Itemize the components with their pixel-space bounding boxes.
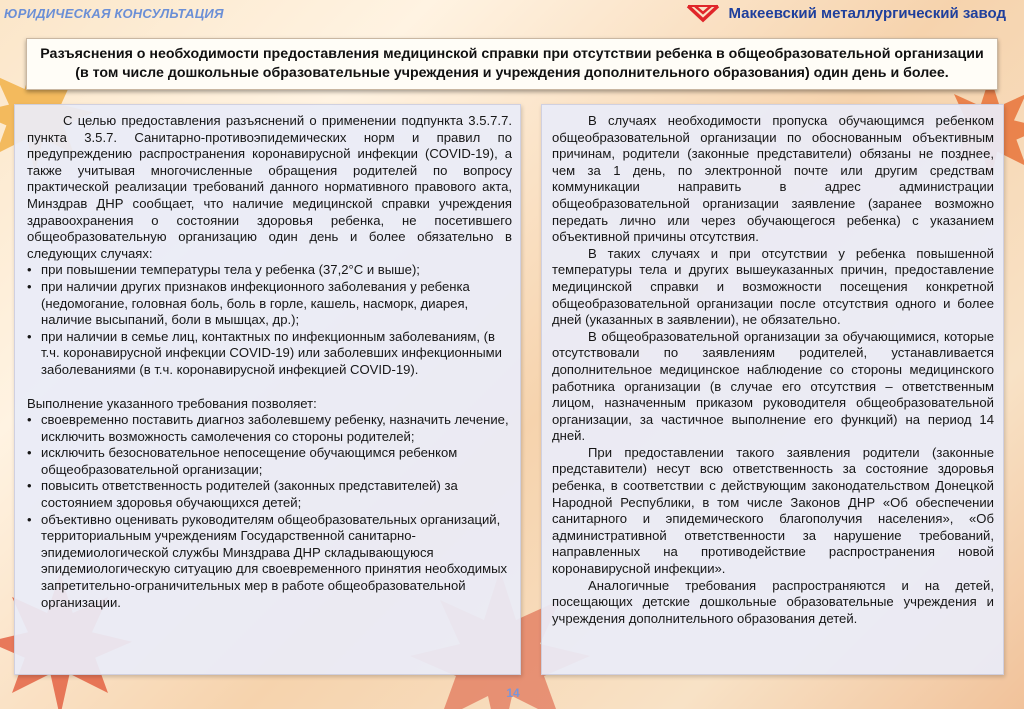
brand[interactable] — [686, 2, 1006, 24]
right-paragraph: В общеобразовательной организации за обучающимися, которые отсутствовали по заявлениям родителей, устанавливается дополнительное медицинское наблюдение со стороны медицинского работника организации (в случае его отсутствия – ответственным лицом, назначенным приказом руководителя общеобразовательной организации, за частичное выполнение его функций) на период 14 дней. — [552, 328, 994, 444]
right-paragraph: В случаях необходимости пропуска обучающимся ребенком общеобразовательной организации по обоснованным объективным причинам, родители (законные представители) обязаны не позднее, чем за 1 день, по электронной почте или другим средствам коммуникации направить в адрес администрации общеобразовательной организации заявление (заранее возможно передать лично или через обучающегося ребенка) с указанием объективной причины отсутствия. — [552, 113, 994, 245]
page-number: 14 — [506, 686, 520, 700]
brand-name: Макеевский металлургический завод — [728, 4, 1006, 22]
title-line-2: (в том числе дошкольные образовательные учреждения и учреждения дополнительного образования) один день и более. — [75, 65, 949, 81]
list-item: • повысить ответственность родителей (законных представителей) за состоянием здоровья обучающихся детей; — [27, 478, 512, 511]
list-item: • при наличии в семье лиц, контактных по инфекционным заболеваниям, (в т.ч. коронавирусной инфекции COVID-19) или заболевших инфекционными заболеваниями (в т.ч. коронавирусной инфекцией COVID-19). — [27, 329, 512, 379]
intro-paragraph: С целью предоставления разъяснений о применении подпункта 3.5.7.7. пункта 3.5.7. Санитарно-противоэпидемических норм и правил по предупреждению распространения коронавирусной инфекции (COVID-19), а также учитывая многочисленные обращения родителей по вопросу практической реализации требований данного нормативного правового акта, Минздрав ДНР сообщает, что наличие медицинской справки учреждения здравоохранения о состоянии здоровья ребенка, не посетившего общеобразовательную организацию один день и более обязательно в следующих случаях: — [27, 113, 512, 261]
right-paragraph: При предоставлении такого заявления родители (законные представители) несут всю ответственность за состояние здоровья ребенка, в соответствии с действующим законодательством Донецкой Народной Республики, в том числе Законов ДНР «Об обеспечении санитарного и эпидемического благополучия населения», «Об административной ответственности за нарушение требований, направленных на противодействие распространения новой коронавирусной инфекции». — [552, 444, 994, 577]
allows-heading: Выполнение указанного требования позволяет: — [27, 395, 317, 411]
section-label: ЮРИДИЧЕСКАЯ КОНСУЛЬТАЦИЯ — [4, 5, 224, 21]
title-line-1: Разъяснения о необходимости предоставления медицинской справки при отсутствии ребенка в общеобразовательной организации — [40, 46, 984, 62]
list-item: • при повышении температуры тела у ребенка (37,2°С и выше); — [27, 262, 512, 279]
list-item: • при наличии других признаков инфекционного заболевания у ребенка (недомогание, головная боль, боль в горле, кашель, насморк, диарея, наличие высыпаний, боли в мышцах, др.); — [27, 279, 512, 329]
list-item: • исключить безосновательное непосещение обучающимся ребенком общеобразовательной организации; — [27, 445, 512, 478]
spacer — [27, 379, 512, 396]
company-logo-icon — [686, 2, 720, 24]
right-column — [541, 104, 1004, 675]
top-bar — [0, 0, 1024, 26]
right-paragraph: Аналогичные требования распространяются и на детей, посещающих детские дошкольные образовательные учреждения и учреждения дополнительного образования детей. — [552, 577, 994, 626]
page-title — [26, 38, 998, 90]
list-item: • своевременно поставить диагноз заболевшему ребенку, назначить лечение, исключить возможность самолечения со стороны родителей; — [27, 412, 512, 445]
allows-list — [27, 412, 512, 611]
cases-list — [27, 262, 512, 378]
left-column — [14, 104, 521, 675]
list-item: • объективно оценивать руководителям общеобразовательных организаций, территориальным учреждениям Государственной санитарно-эпидемиологической службы Минздрава ДНР складывающуюся эпидемиологическую ситуацию для своевременного принятия необходимых запретительно-ограничительных мер в работе общеобразовательной организации. — [27, 512, 512, 612]
right-paragraph: В таких случаях и при отсутствии у ребенка повышенной температуры тела и других вышеуказанных причин, предоставление медицинской справки и возможности посещения конкретной общеобразовательной организации после отсутствия одного и более дней (указанных в заявлении), не обязательно. — [552, 245, 994, 328]
